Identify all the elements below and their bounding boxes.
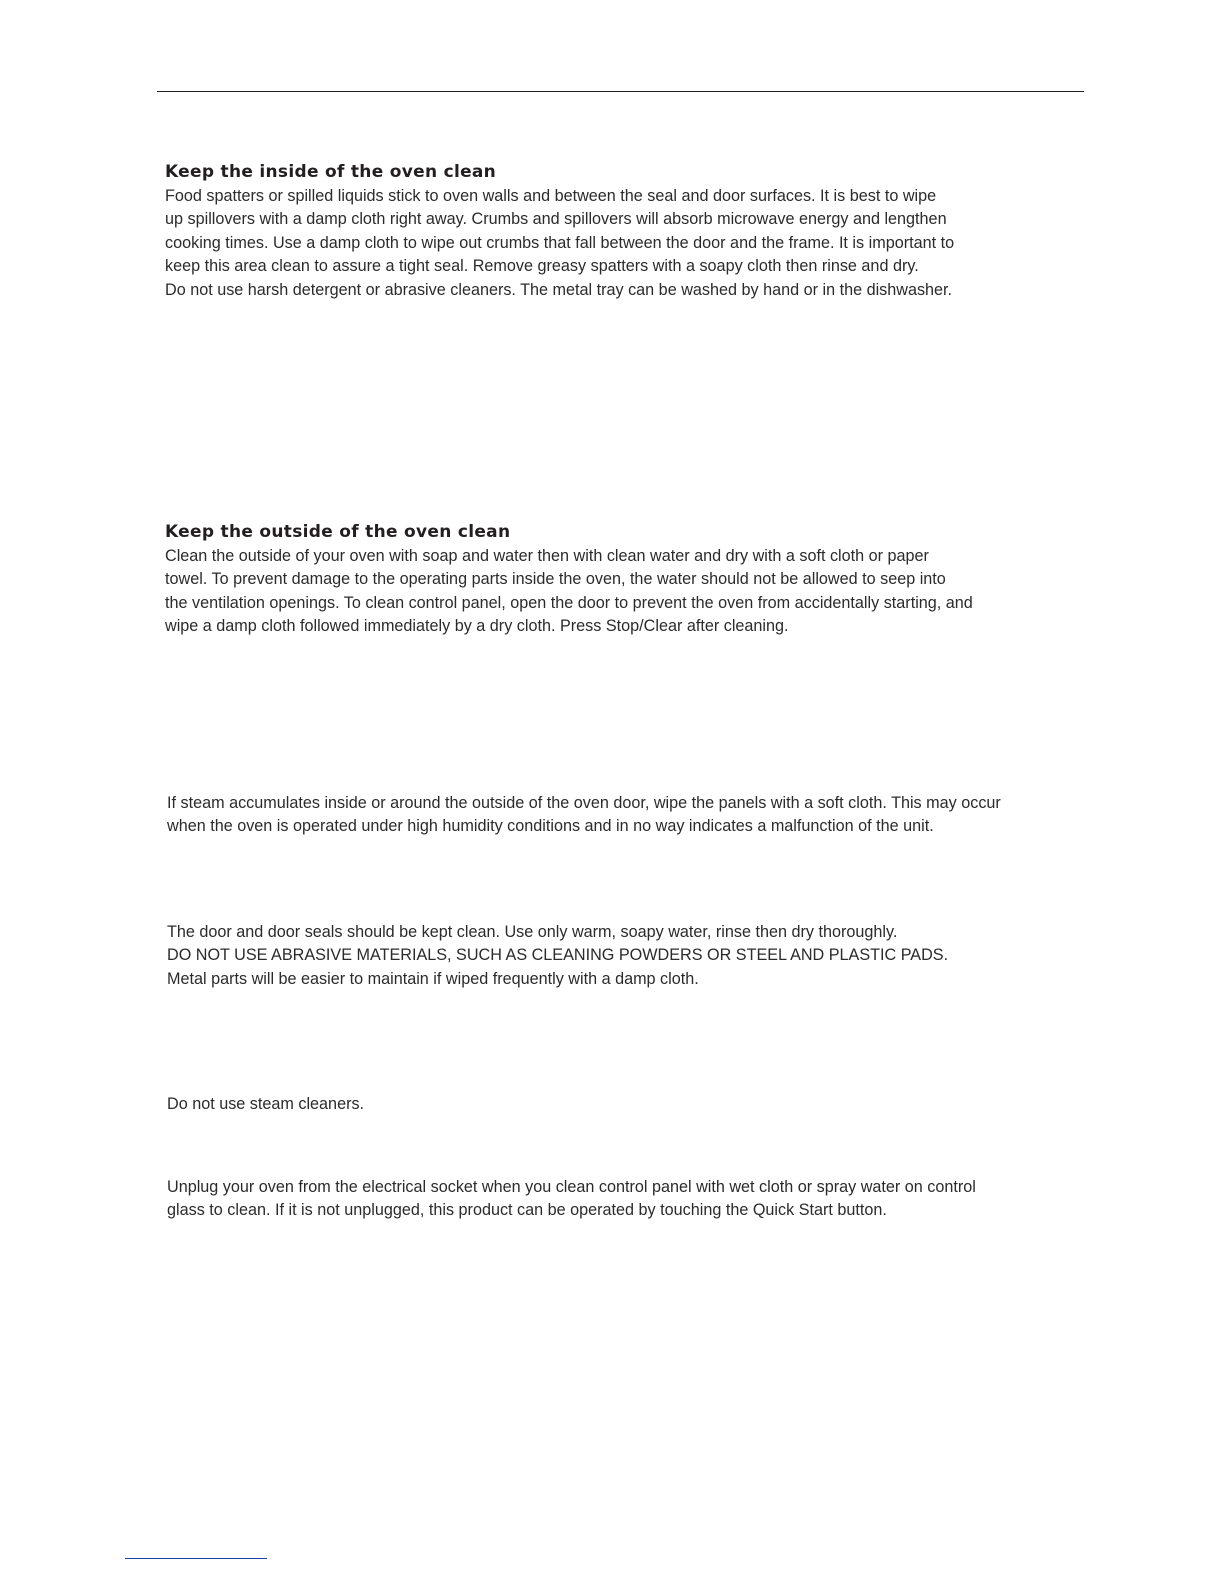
section-steam-note [167, 792, 1077, 839]
paragraph-line: The door and door seals should be kept clean. Use only warm, soapy water, rinse then dry thoroughly. [167, 923, 898, 941]
paragraph-line: wipe a damp cloth followed immediately by a dry cloth. Press Stop/Clear after cleaning. [165, 617, 789, 636]
header-rule [157, 91, 1084, 92]
paragraph-line: Clean the outside of your oven with soap and water then with clean water and dry with a soft cloth or paper [165, 547, 929, 565]
section-inside-clean [165, 161, 1075, 302]
paragraph-line: Do not use harsh detergent or abrasive cleaners. The metal tray can be washed by hand or in the dishwasher. [165, 280, 953, 299]
paragraph-outside [165, 545, 1075, 639]
paragraph-line: DO NOT USE ABRASIVE MATERIALS, SUCH AS CLEANING POWDERS OR STEEL AND PLASTIC PADS. [167, 946, 949, 965]
paragraph-line: cooking times. Use a damp cloth to wipe out crumbs that fall between the door and the frame. It is important to [165, 233, 955, 252]
paragraph-line: the ventilation openings. To clean control panel, open the door to prevent the oven from accidentally starting, and [165, 593, 973, 612]
paragraph-inside [165, 185, 1075, 302]
paragraph-line: If steam accumulates inside or around the outside of the oven door, wipe the panels with a soft cloth. This may occur [167, 794, 1001, 812]
paragraph-line: when the oven is operated under high humidity conditions and in no way indicates a malfunction of the unit. [167, 817, 934, 836]
paragraph-line: Food spatters or spilled liquids stick to oven walls and between the seal and door surfaces. It is best to wipe [165, 187, 937, 205]
paragraph-line: Metal parts will be easier to maintain if wiped frequently with a damp cloth. [167, 969, 699, 988]
paragraph-steam [167, 792, 1077, 839]
paragraph-line: up spillovers with a damp cloth right away. Crumbs and spillovers will absorb microwave energy and lengthen [165, 210, 947, 229]
paragraph-steam-cleaners [167, 1093, 1077, 1116]
section-steam-cleaners [167, 1093, 1077, 1116]
paragraph-line: Unplug your oven from the electrical socket when you clean control panel with wet cloth or spray water on control [167, 1178, 976, 1196]
paragraph-unplug [167, 1176, 1077, 1223]
section-unplug [167, 1176, 1077, 1223]
paragraph-line: keep this area clean to assure a tight seal. Remove greasy spatters with a soapy cloth then rinse and dry. [165, 257, 919, 276]
paragraph-line: Do not use steam cleaners. [167, 1095, 365, 1113]
paragraph-line: glass to clean. If it is not unplugged, this product can be operated by touching the Quick Start button. [167, 1201, 887, 1220]
section-outside-clean [165, 521, 1075, 639]
paragraph-door [167, 921, 1077, 991]
section-heading-outside: Keep the outside of the oven clean [165, 522, 511, 542]
section-heading-inside: Keep the inside of the oven clean [165, 162, 497, 182]
footer-rule [125, 1558, 267, 1559]
paragraph-line: towel. To prevent damage to the operating parts inside the oven, the water should not be allowed to seep into [165, 570, 946, 589]
section-door-seals [167, 921, 1077, 991]
